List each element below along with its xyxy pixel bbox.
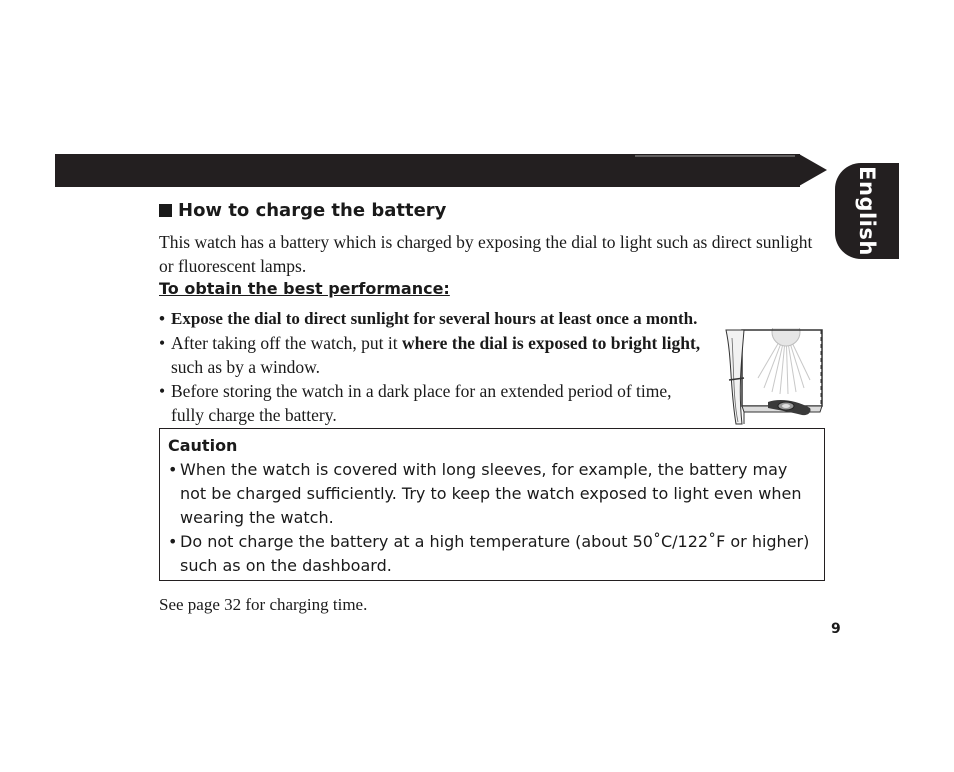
caution-box (159, 428, 825, 581)
bullet-sunlight-text: Expose the dial to direct sunlight for several hours at least once a month. (171, 309, 698, 328)
bullet-window-text-bold: where the dial is exposed to bright light, (402, 333, 701, 353)
intro-paragraph: This watch has a battery which is charged by exposing the dial to light such as direct sunlight or fluorescent lamps. (159, 232, 813, 276)
header-bar-highlight (635, 155, 795, 157)
bullet-window-text-end: such as by a window. (171, 357, 321, 377)
language-tab-label: English (855, 166, 879, 256)
black-square-icon (159, 204, 172, 217)
caution-title: Caution (168, 436, 238, 455)
header-bar (55, 154, 800, 187)
list-item: • Do not charge the battery at a high temperature (about 50˚C/122˚F or higher) such as on the dashboard. (168, 530, 816, 578)
language-tab[interactable] (835, 163, 899, 259)
window-sunlight-illustration (724, 328, 824, 426)
header-bar-arrow (799, 154, 827, 186)
bullet-storage-text: Before storing the watch in a dark place for an extended period of time, fully charge the battery. (171, 381, 672, 425)
performance-subheading: To obtain the best performance: (159, 279, 450, 298)
list-item (159, 331, 706, 379)
list-item: • When the watch is covered with long sleeves, for example, the battery may not be charged sufficiently. Try to keep the watch exposed to light even when wearing the watch. (168, 458, 816, 530)
page-number: 9 (831, 621, 841, 637)
bullet-window-text-start: After taking off the watch, put it (171, 333, 403, 353)
list-item (159, 379, 706, 427)
charging-time-footnote: See page 32 for charging time. (159, 595, 368, 614)
section-heading (159, 200, 446, 221)
caution-list (168, 458, 816, 578)
section-heading-text: How to charge the battery (178, 200, 447, 221)
